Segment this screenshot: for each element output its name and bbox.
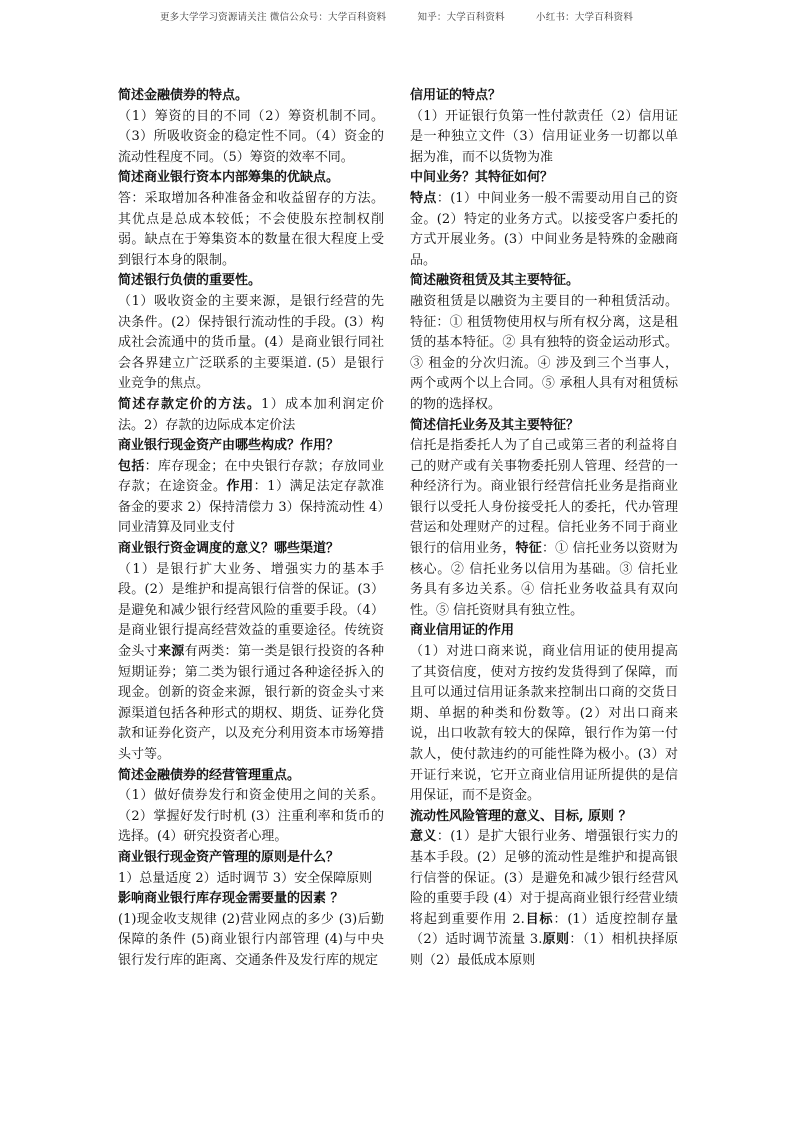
header-xiaohongshu-text: 小红书：大学百科资料 [536, 12, 634, 23]
answer-paragraph [118, 560, 384, 766]
question-title: 简述融资租赁及其主要特征。 [410, 273, 580, 289]
answer-paragraph [118, 457, 384, 539]
answer-text: （1）筹资的目的不同（2）筹资机制不同。（3）所吸收资金的稳定性不同。（4）资金的流动性程度不同。（5）筹资的效率不同。 [118, 108, 384, 165]
answer-text: ：1）满足法定存款准备金的要求 2）保持清偿力 3）保持流动性 4）同业清算及同业支付 [118, 479, 384, 536]
question-title: 流动性风险管理的意义、目标, 原则 ？ [410, 808, 632, 824]
answer-paragraph [410, 436, 678, 621]
answer-text: ：① 信托业务以资财为核心。② 信托业务以信用为基础。③ 信托业务具有多边关系。④ 信托业务收益具有双向性。⑤ 信托资财具有独立性。 [410, 541, 678, 618]
question-title: 中间业务？其特征如何？ [410, 170, 554, 186]
page-header [0, 9, 793, 23]
answer-text: （1）吸收资金的主要来源，是银行经营的先决条件。(2）保持银行流动性的手段。(3）构成社会流通中的货币量。(4）是商业银行同社会各界建立广泛联系的主要渠道. (5）是银行业竞争的焦点。 [118, 293, 384, 392]
label-text: 原则 [542, 932, 570, 948]
answer-text: ：（1）相机抉择原则（2）最低成本原则 [410, 932, 678, 968]
answer-text: 1）总量适度 2）适时调节 3）安全保障原则 [118, 870, 373, 886]
question-title: 商业银行现金资产管理的原则是什么？ [118, 849, 340, 865]
label-text: 来源 [157, 644, 185, 660]
question-title: 商业银行现金资产由哪些构成？作用？ [118, 438, 340, 454]
question-title: 简述金融债券的经营管理重点。 [118, 767, 301, 783]
answer-paragraph [410, 827, 678, 971]
label-text: 包括 [118, 458, 145, 474]
answer-text: 答：采取增加各种准备金和收益留存的方法。其优点是总成本较低；不会使股东控制权削弱。缺点在于筹集资本的数量在很大程度上受到银行本身的限制。 [118, 190, 384, 268]
answer-paragraph [410, 189, 678, 271]
answer-text: （1）做好债券发行和资金使用之间的关系。（2）掌握好发行时机 (3）注重利率和货币的选择。(4）研究投资者心理。 [118, 788, 384, 845]
left-column [118, 86, 384, 972]
answer-text: 信托是指委托人为了自己或第三者的利益将自己的财产或有关事物委托别人管理、经营的一种经济行为。商业银行经营信托业务是指商业银行以受托人身份接受托人的委托，代办管理营运和处理财产的过程。信托业务不同于商业银行的信用业务， [410, 438, 678, 557]
answer-text: 融资租赁是以融资为主要目的一种租赁活动。特征：① 租赁物使用权与所有权分离，这是租赁的基本特征。② 具有独特的资金运动形式。③ 租金的分次归流。④ 涉及到三个当事人，两个或两个以上合同。⑤ 承租人具有对租赁标的物的选择权。 [410, 293, 678, 412]
answer-paragraph [118, 395, 384, 436]
answer-text: ：(1）中间业务一般不需要动用自己的资金。(2）特定的业务方式。以接受客户委托的方式开展业务。(3）中间业务是特殊的金融商品。 [410, 190, 678, 268]
question-title: 简述商业银行资本内部筹集的优缺点。 [118, 170, 340, 186]
answer-text: (1)现金收支规律 (2)营业网点的多少 (3)后勤保障的条件 (5)商业银行内部管理 (4)与中央银行发行库的距离、交通条件及发行库的规定 [118, 911, 384, 968]
label-text: 目标 [524, 911, 554, 927]
question-title: 简述信托业务及其主要特征？ [410, 417, 580, 433]
label-text: 特点 [410, 190, 437, 206]
answer-text: 有两类：第一类是银行投资的各种短期证券；第二类为银行通过各种途径拆入的现金。创新的资金来源，银行新的资金头寸来源渠道包括各种形式的期权、期货、证券化贷款和证券化资产，以及充分利用资本市场筹措头寸等。 [118, 644, 384, 762]
answer-text: ：库存现金；在中央银行存款；存放同业存款；在途资金。 [118, 458, 384, 495]
question-title: 影响商业银行库存现金需要量的因素 ？ [118, 891, 344, 907]
label-text: 特征 [515, 541, 542, 557]
question-title: 简述银行负债的重要性。 [118, 273, 262, 289]
label-text: 意义 [410, 829, 437, 845]
answer-text: （1）是银行扩大业务、增强实力的基本手段。(2）是维护和提高银行信誉的保证。(3）是避免和减少银行经营风险的重要手段。（4）是商业银行提高经营效益的重要途径。传统资金头寸 [118, 561, 384, 660]
answer-text: ：(1）适度控制存量（2）适时调节流量 3. [410, 911, 678, 948]
answer-text: 1）成本加利润定价法。2）存款的边际成本定价法 [118, 396, 384, 433]
question-title: 商业信用证的作用 [410, 623, 515, 639]
answer-text: （1）开证银行负第一性付款责任（2）信用证是一种独立文件（3）信用证业务一切都以单据为准，而不以货物为准 [410, 108, 678, 165]
question-title: 商业银行资金调度的意义？哪些渠道？ [118, 541, 340, 557]
answer-text: （1）对进口商来说，商业信用证的使用提高了其资信度，使对方按约发货得到了保障，而且可以通过信用证条款来控制出口商的交货日期、单据的种类和份数等。(2）对出口商来说，出口收款有较大的保障，银行作为第一付款人，使付款违约的可能性降为极小。(3）对开证行来说，它开立商业信用证所提供的是信用保证，而不是资金。 [410, 644, 678, 804]
answer-text: ：(1）是扩大银行业务、增强银行实力的基本手段。(2）足够的流动性是维护和提高银行信誉的保证。(3）是避免和减少银行经营风险的重要手段 (4）对于提高商业银行经营业绩将起到重要作用 2. [410, 829, 678, 927]
question-title: 简述存款定价的方法。 [118, 396, 262, 412]
question-title: 信用证的特点？ [410, 88, 502, 103]
question-title: 简述金融债券的特点。 [118, 88, 249, 103]
header-zhihu-text: 知乎：大学百科资料 [417, 12, 505, 23]
right-column [410, 86, 678, 972]
header-wechat-text: 更多大学学习资源请关注 微信公众号：大学百科资料 [159, 12, 387, 23]
label-text: 作用 [226, 479, 254, 495]
